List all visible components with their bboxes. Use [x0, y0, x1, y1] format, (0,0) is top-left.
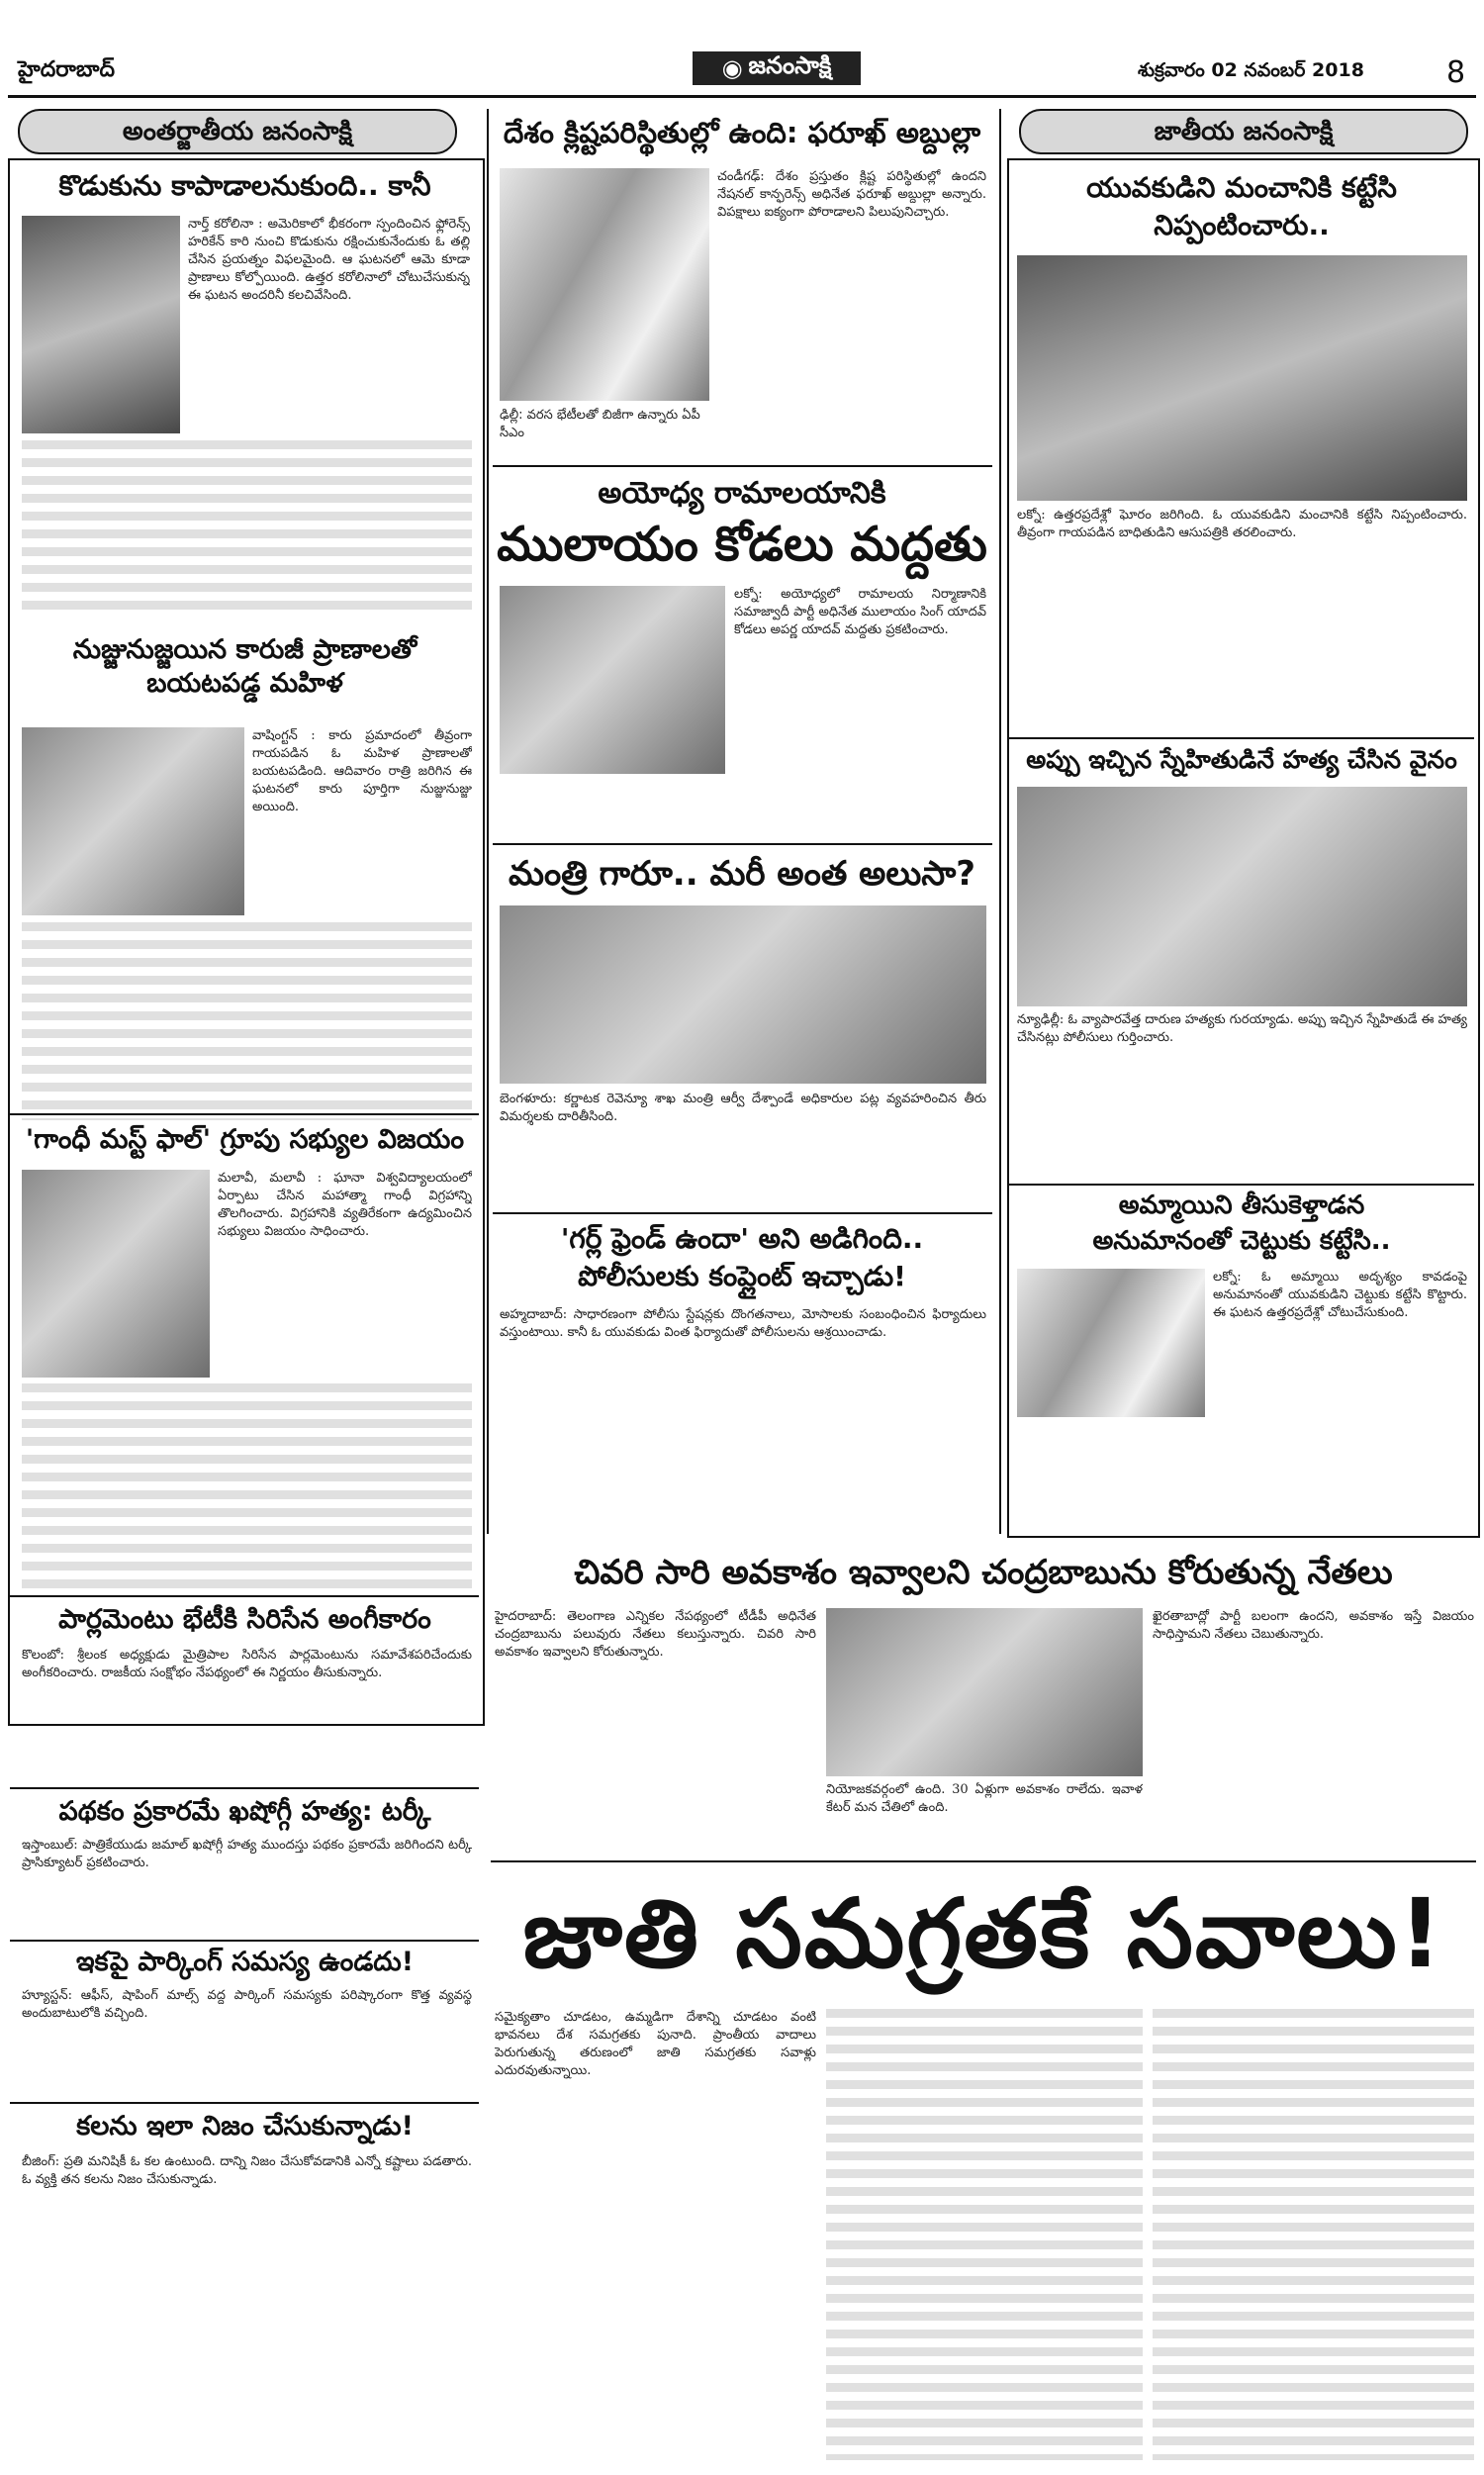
caption-delhi: ఢిల్లీ: వరస భేటీలతో బిజీగా ఉన్నారు ఏపీ సీఎం	[500, 408, 700, 440]
photo-gandhi-statue	[22, 1170, 210, 1378]
headline-left-6: ఇకపై పార్కింగ్ సమస్య ఉండదు!	[75, 1947, 415, 1977]
photo-farooq-abdullah	[500, 168, 709, 401]
photo-aparna-yadav	[500, 586, 725, 774]
article-right-1: లక్నో: ఉత్తరప్రదేశ్లో ఘోరం జరిగింది. ఓ యువకుడిని మంచానికి కట్టేసి నిప్పంటించారు. తీవ్రంగా గాయపడిన బాధితుడిని ఆసుపత్రికి తరలించారు.	[1017, 508, 1467, 540]
article-right-2: న్యూఢిల్లీ: ఓ వ్యాపారవేత్త దారుణ హత్యకు గురయ్యాడు. అప్పు ఇచ్చిన స్నేహితుడే ఈ హత్య చేసినట్లు పోలీసులు గుర్తించారు.	[1017, 1012, 1467, 1045]
article-ayodhya: లక్నో: అయోధ్యలో రామాలయ నిర్మాణానికి సమాజ్వాదీ పార్టీ అధినేత ములాయం సింగ్ యాదవ్ కోడలు అపర్ణ యాదవ్ మద్దతు ప్రకటించారు.	[734, 587, 986, 637]
photo-crashed-car	[22, 727, 244, 915]
headline-left-7: కలను ఇలా నిజం చేసుకున్నాడు!	[76, 2111, 414, 2142]
divider	[1009, 737, 1474, 739]
divider	[10, 1113, 479, 1115]
photo-woman	[22, 216, 180, 433]
page-number: 8	[1446, 55, 1466, 90]
photo-police	[1017, 787, 1467, 1006]
headline-right-1a: యువకుడిని మంచానికి కట్టేసి	[1086, 171, 1397, 204]
article-left-3-cont	[22, 1383, 472, 1589]
headline-right-3a: అమ్మాయిని తీసుకెళ్తాడన	[1118, 1190, 1365, 1220]
headline-girlfriend-1: 'గర్ల్ ఫ్రెండ్ ఉందా' అని అడిగింది..	[560, 1222, 924, 1255]
divider	[491, 1860, 1476, 1862]
article-chandrababu: హైదరాబాద్: తెలంగాణ ఎన్నికల నేపథ్యంలో టీడీపీ అధినేత చంద్రబాబును పలువురు నేతలు కలుస్తున్నారు. చివరి సారి అవకాశం ఇవ్వాలని కోరుతున్నారు.	[495, 1609, 816, 1660]
article-chandrababu-cont: నియోజకవర్గంలో ఉంది. 30 ఏళ్లుగా అవకాశం రాలేదు. ఇవాళ కేటర్ మన చేతిలో ఉంది.	[826, 1782, 1143, 1815]
article-left-1-cont	[22, 440, 472, 619]
headline-minister: మంత్రి గారూ.. మరీ అంత అలుసా?	[508, 854, 976, 894]
headline-farooq: దేశం క్లిష్టపరిస్థితుల్లో ఉంది: ఫరూఖ్ అబ్దుల్లా	[503, 116, 981, 149]
headline-left-1: కొడుకును కాపాడాలనుకుంది.. కానీ	[58, 169, 431, 202]
headline-left-2: నుజ్జునుజ్జయిన కారుజీ ప్రాణాలతో బయటపడ్డ మహిళ	[72, 634, 417, 699]
headline-ayodhya-1: అయోధ్య రామాలయానికి	[598, 476, 886, 511]
article-left-6: హ్యూస్టన్: ఆఫీస్, షాపింగ్ మాల్స్ వద్ద పార్కింగ్ సమస్యకు పరిష్కారంగా కొత్త వ్యవస్థ అందుబాటులోకి వచ్చింది.	[22, 1988, 472, 2021]
editorial-col-1: సమైక్యతాం చూడటం, ఉమ్మడిగా దేశాన్ని చూడటం వంటి భావనలు దేశ సమగ్రతకు పునాది. ప్రాంతీయ వాదాలు పెరుగుతున్న తరుణంలో జాతి సమగ్రతకు సవాళ్లు ఎదురవుతున్నాయి.	[495, 2010, 816, 2078]
column-rule	[487, 109, 489, 1534]
divider	[493, 465, 992, 467]
editorial-col-3	[1153, 2009, 1474, 2460]
divider	[10, 1595, 479, 1597]
masthead-logo	[693, 51, 861, 85]
headline-girlfriend-2: పోలీసులకు కంప్లైంట్ ఇచ్చాడు!	[578, 1260, 906, 1292]
photo-chandrababu	[826, 1608, 1143, 1776]
divider	[10, 1940, 479, 1942]
article-right-3: లక్నో: ఓ అమ్మాయి అదృశ్యం కావడంపై అనుమానంతో యువకుడిని చెట్టుకు కట్టేసి కొట్టారు. ఈ ఘటన ఉత్తరప్రదేశ్లో చోటుచేసుకుంది.	[1213, 1270, 1467, 1320]
header-date: శుక్రవారం 02 నవంబర్ 2018	[1138, 59, 1364, 81]
headline-left-3: 'గాంధీ మస్ట్ ఫాల్' గ్రూపు సభ్యుల విజయం	[25, 1124, 465, 1155]
article-left-1: నార్త్ కరోలినా : అమెరికాలో భీకరంగా స్పందించిన ఫ్లోరెన్స్ హరికేన్ కారి నుంచి కొడుకును రక్షించుకునేందుకు ఓ తల్లి చేసిన ప్రయత్నం విఫలమైంది. ఆ ఘటనలో ఆమె కూడా ప్రాణాలు కోల్పోయింది. ఉత్తర కరోలినాలో చోటుచేసుకున్న ఈ ఘటన అందరినీ కలచివేసింది.	[188, 217, 470, 303]
headline-right-3b: అనుమానంతో చెట్టుకు కట్టేసి..	[1092, 1226, 1391, 1256]
article-farooq: చండీగఢ్: దేశం ప్రస్తుతం క్లిష్ట పరిస్థితుల్లో ఉందని నేషనల్ కాన్ఫరెన్స్ అధినేత ఫరూఖ్ అబ్దుల్లా అన్నారు. విపక్షాలు ఐక్యంగా పోరాడాలని పిలుపునిచ్చారు.	[717, 169, 986, 220]
section-international: అంతర్జాతీయ జనంసాక్షి	[18, 109, 457, 154]
headline-ayodhya-2: ములాయం కోడలు మద్దతు	[497, 517, 987, 572]
headline-left-4: పార్లమెంటు భేటీకి సిరిసేన అంగీకారం	[58, 1604, 431, 1635]
article-left-4: కొలంబో: శ్రీలంక అధ్యక్షుడు మైత్రిపాల సిరిసేన పార్లమెంటును సమావేశపరిచేందుకు అంగీకరించారు. రాజకీయ సంక్షోభం నేపథ్యంలో ఈ నిర్ణయం తీసుకున్నారు.	[22, 1648, 472, 1680]
column-rule	[999, 109, 1001, 1534]
eye-logo-icon: ◉	[721, 54, 743, 82]
article-left-2: వాషింగ్టన్ : కారు ప్రమాదంలో తీవ్రంగా గాయపడిన ఓ మహిళ ప్రాణాలతో బయటపడింది. ఆదివారం రాత్రి జరిగిన ఈ ఘటనలో కారు పూర్తిగా నుజ్జునుజ్జు అయింది.	[252, 728, 472, 814]
headline-left-5: పథకం ప్రకారమే ఖషోగ్గీ హత్య: టర్కీ	[58, 1796, 431, 1827]
header-rule	[8, 95, 1476, 98]
headline-right-1b: నిప్పంటించారు..	[1154, 209, 1330, 241]
article-left-5: ఇస్తాంబుల్: పాత్రికేయుడు జమాల్ ఖషోగ్గీ హత్య ముందస్తు పథకం ప్రకారమే జరిగిందని టర్కీ ప్రాసిక్యూటర్ ప్రకటించారు.	[22, 1838, 472, 1870]
logo-text: జనంసాక్షి	[748, 51, 832, 79]
article-girlfriend: అహ్మదాబాద్: సాధారణంగా పోలీసు స్టేషన్లకు దొంగతనాలు, మోసాలకు సంబంధించిన ఫిర్యాదులు వస్తుంటాయి. కానీ ఓ యువకుడు వింత ఫిర్యాదుతో పోలీసులను ఆశ్రయించాడు.	[500, 1307, 986, 1340]
section-national: జాతీయ జనంసాక్షి	[1019, 109, 1468, 154]
divider	[493, 1212, 992, 1214]
header-city: హైదరాబాద్	[18, 57, 115, 82]
photo-minister	[500, 905, 986, 1084]
article-minister: బెంగళూరు: కర్ణాటక రెవెన్యూ శాఖ మంత్రి ఆర్వీ దేశ్పాండే అధికారుల పట్ల వ్యవహరించిన తీరు విమర్శలకు దారితీసింది.	[500, 1092, 986, 1124]
article-left-3: మలావీ, మలావీ : ఘానా విశ్వవిద్యాలయంలో ఏర్పాటు చేసిన మహాత్మా గాంధీ విగ్రహాన్ని తొలగించారు. విగ్రహానికి వ్యతిరేకంగా ఉద్యమించిన సభ్యులు విజయం సాధించారు.	[218, 1171, 472, 1239]
divider	[10, 1787, 479, 1789]
headline-chandrababu: చివరి సారి అవకాశం ఇవ్వాలని చంద్రబాబును కోరుతున్న నేతలు	[574, 1553, 1393, 1592]
headline-right-2: అప్పు ఇచ్చిన స్నేహితుడినే హత్య చేసిన వైనం	[1026, 745, 1457, 774]
photo-fire	[1017, 1269, 1205, 1417]
editorial-col-2	[826, 2009, 1143, 2460]
divider	[1009, 1184, 1474, 1186]
article-left-2-cont	[22, 922, 472, 1120]
divider	[10, 2102, 479, 2104]
article-chandrababu-right: ఖైరతాబాద్లో పార్టీ బలంగా ఉందని, అవకాశం ఇస్తే విజయం సాధిస్తామని నేతలు చెబుతున్నారు.	[1153, 1609, 1474, 1642]
article-left-7: బీజింగ్: ప్రతి మనిషికీ ఓ కల ఉంటుంది. దాన్ని నిజం చేసుకోవడానికి ఎన్నో కష్టాలు పడతారు. ఓ వ్యక్తి తన కలను నిజం చేసుకున్నాడు.	[22, 2154, 472, 2187]
divider	[493, 843, 992, 845]
editorial-headline: జాతి సమగ్రతకే సవాలు!	[522, 1878, 1444, 1989]
photo-burned-youth	[1017, 255, 1467, 501]
